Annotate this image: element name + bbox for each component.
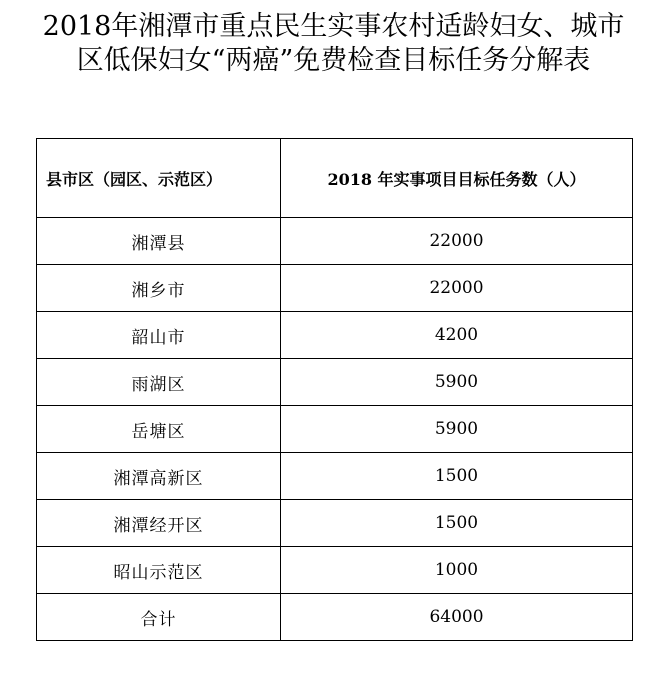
total-label-cell: 合计 xyxy=(37,594,281,641)
table-row xyxy=(37,359,633,406)
target-cell: 5900 xyxy=(281,359,633,406)
target-cell: 1000 xyxy=(281,547,633,594)
region-cell: 韶山市 xyxy=(37,312,281,359)
table-row xyxy=(37,218,633,265)
region-cell: 雨湖区 xyxy=(37,359,281,406)
total-value-cell: 64000 xyxy=(281,594,633,641)
table-row xyxy=(37,547,633,594)
table-row xyxy=(37,500,633,547)
target-cell: 5900 xyxy=(281,406,633,453)
document-title xyxy=(0,10,667,78)
table-row xyxy=(37,312,633,359)
region-cell: 湘潭高新区 xyxy=(37,453,281,500)
document-title-line-2: 区低保妇女“两癌”免费检查目标任务分解表 xyxy=(76,45,591,76)
table-row xyxy=(37,453,633,500)
region-cell: 湘潭经开区 xyxy=(37,500,281,547)
table-header-row xyxy=(37,139,633,218)
header-region: 县市区（园区、示范区） xyxy=(37,139,281,218)
region-cell: 岳塘区 xyxy=(37,406,281,453)
target-cell: 22000 xyxy=(281,218,633,265)
table-row xyxy=(37,406,633,453)
target-cell: 1500 xyxy=(281,500,633,547)
region-cell: 湘乡市 xyxy=(37,265,281,312)
target-cell: 22000 xyxy=(281,265,633,312)
region-cell: 湘潭县 xyxy=(37,218,281,265)
region-cell: 昭山示范区 xyxy=(37,547,281,594)
header-target: 2018 年实事项目目标任务数（人） xyxy=(281,139,633,218)
task-allocation-table xyxy=(36,138,633,641)
document-title-line-1: 2018年湘潭市重点民生实事农村适龄妇女、城市 xyxy=(42,11,625,42)
table-total-row xyxy=(37,594,633,641)
target-cell: 4200 xyxy=(281,312,633,359)
table-row xyxy=(37,265,633,312)
target-cell: 1500 xyxy=(281,453,633,500)
